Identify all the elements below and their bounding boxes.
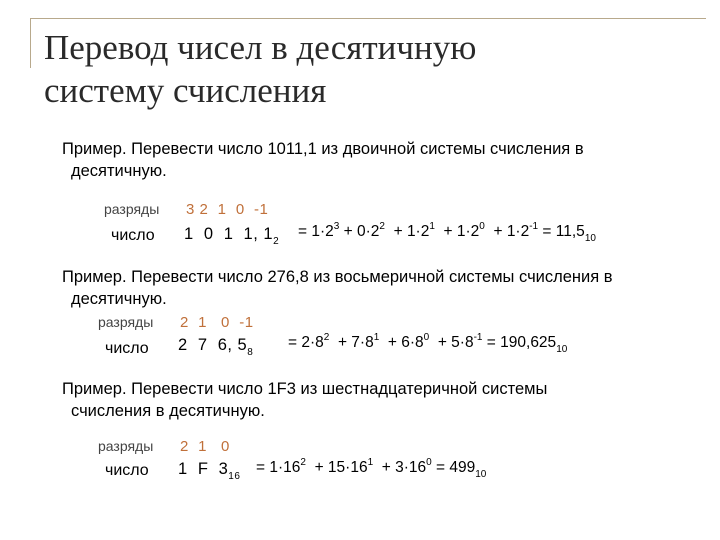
- formula-term: = 11,5: [538, 223, 585, 240]
- exponent: 0: [423, 332, 430, 343]
- example-3-label-number: число: [105, 462, 149, 479]
- formula-term: = 2·8: [288, 334, 324, 351]
- exponent: 1: [367, 457, 374, 468]
- formula-term: + 1·2: [384, 223, 430, 240]
- example-3-text-line-2: счисления в десятичную.: [71, 402, 265, 420]
- example-3-digits-value: 1 F 3: [178, 460, 229, 478]
- example-3-digits-base: 16: [228, 471, 241, 482]
- example-1-digits: [184, 225, 280, 247]
- example-3-text: [62, 378, 682, 422]
- slide-title: [44, 26, 684, 112]
- exponent: -1: [473, 332, 483, 343]
- formula-term: = 1·16: [256, 459, 301, 476]
- exponent: 0: [426, 457, 432, 468]
- example-1-digits-base: 2: [273, 236, 280, 247]
- base-subscript: 10: [584, 233, 596, 244]
- title-line-2: систему счисления: [44, 71, 327, 110]
- example-1-positions: 3 2 1 0 -1: [186, 201, 269, 218]
- formula-term: + 1·2: [484, 223, 530, 240]
- example-3-positions: 2 1 0: [180, 438, 230, 455]
- example-2-text-line-2: десятичную.: [71, 290, 167, 308]
- exponent: 3: [333, 221, 340, 232]
- frame-top-line: [30, 18, 706, 19]
- example-3-formula: [256, 457, 487, 480]
- example-2-label-number: число: [105, 340, 149, 357]
- title-line-1: Перевод чисел в десятичную: [44, 28, 477, 67]
- exponent: 1: [373, 332, 380, 343]
- formula-term: + 6·8: [379, 334, 424, 351]
- example-3-text-line-1: Пример. Перевести число 1F3 из шестнадцатеричной системы: [62, 380, 548, 398]
- example-2-text-line-1: Пример. Перевести число 276,8 из восьмеричной системы счисления в: [62, 268, 613, 286]
- formula-term: + 0·2: [339, 223, 380, 240]
- example-2-digits: [178, 336, 254, 358]
- formula-term: = 190,625: [482, 334, 557, 351]
- example-3-label-digits: разряды: [98, 438, 154, 454]
- frame-left-line: [30, 18, 31, 68]
- base-subscript: 10: [556, 344, 568, 355]
- exponent: 2: [379, 221, 385, 232]
- formula-term: + 15·16: [305, 459, 368, 476]
- formula-term: = 1·2: [298, 223, 334, 240]
- example-1-text: [62, 138, 682, 182]
- base-subscript: 10: [475, 469, 487, 480]
- example-2-positions: 2 1 0 -1: [180, 314, 254, 331]
- example-1-text-line-2: десятичную.: [71, 162, 167, 180]
- formula-term: + 1·2: [434, 223, 480, 240]
- formula-term: + 3·16: [373, 459, 427, 476]
- example-2-formula: [288, 332, 568, 355]
- example-1-digits-value: 1 0 1 1, 1: [184, 225, 274, 243]
- example-2-digits-base: 8: [247, 347, 254, 358]
- example-2-digits-value: 2 7 6, 5: [178, 336, 248, 354]
- exponent: -1: [529, 221, 539, 232]
- formula-term: + 7·8: [329, 334, 374, 351]
- example-1-formula: [298, 221, 596, 244]
- example-1-text-line-1: Пример. Перевести число 1011,1 из двоичной системы счисления в: [62, 140, 584, 158]
- exponent: 0: [479, 221, 485, 232]
- example-1-label-digits: разряды: [104, 201, 160, 217]
- exponent: 2: [300, 457, 306, 468]
- exponent: 2: [323, 332, 330, 343]
- example-2-label-digits: разряды: [98, 314, 154, 330]
- formula-term: + 5·8: [429, 334, 474, 351]
- example-3-digits: [178, 460, 241, 482]
- example-2-text: [62, 266, 682, 310]
- example-1-label-number: число: [111, 227, 155, 244]
- exponent: 1: [429, 221, 435, 232]
- formula-term: = 499: [431, 459, 476, 476]
